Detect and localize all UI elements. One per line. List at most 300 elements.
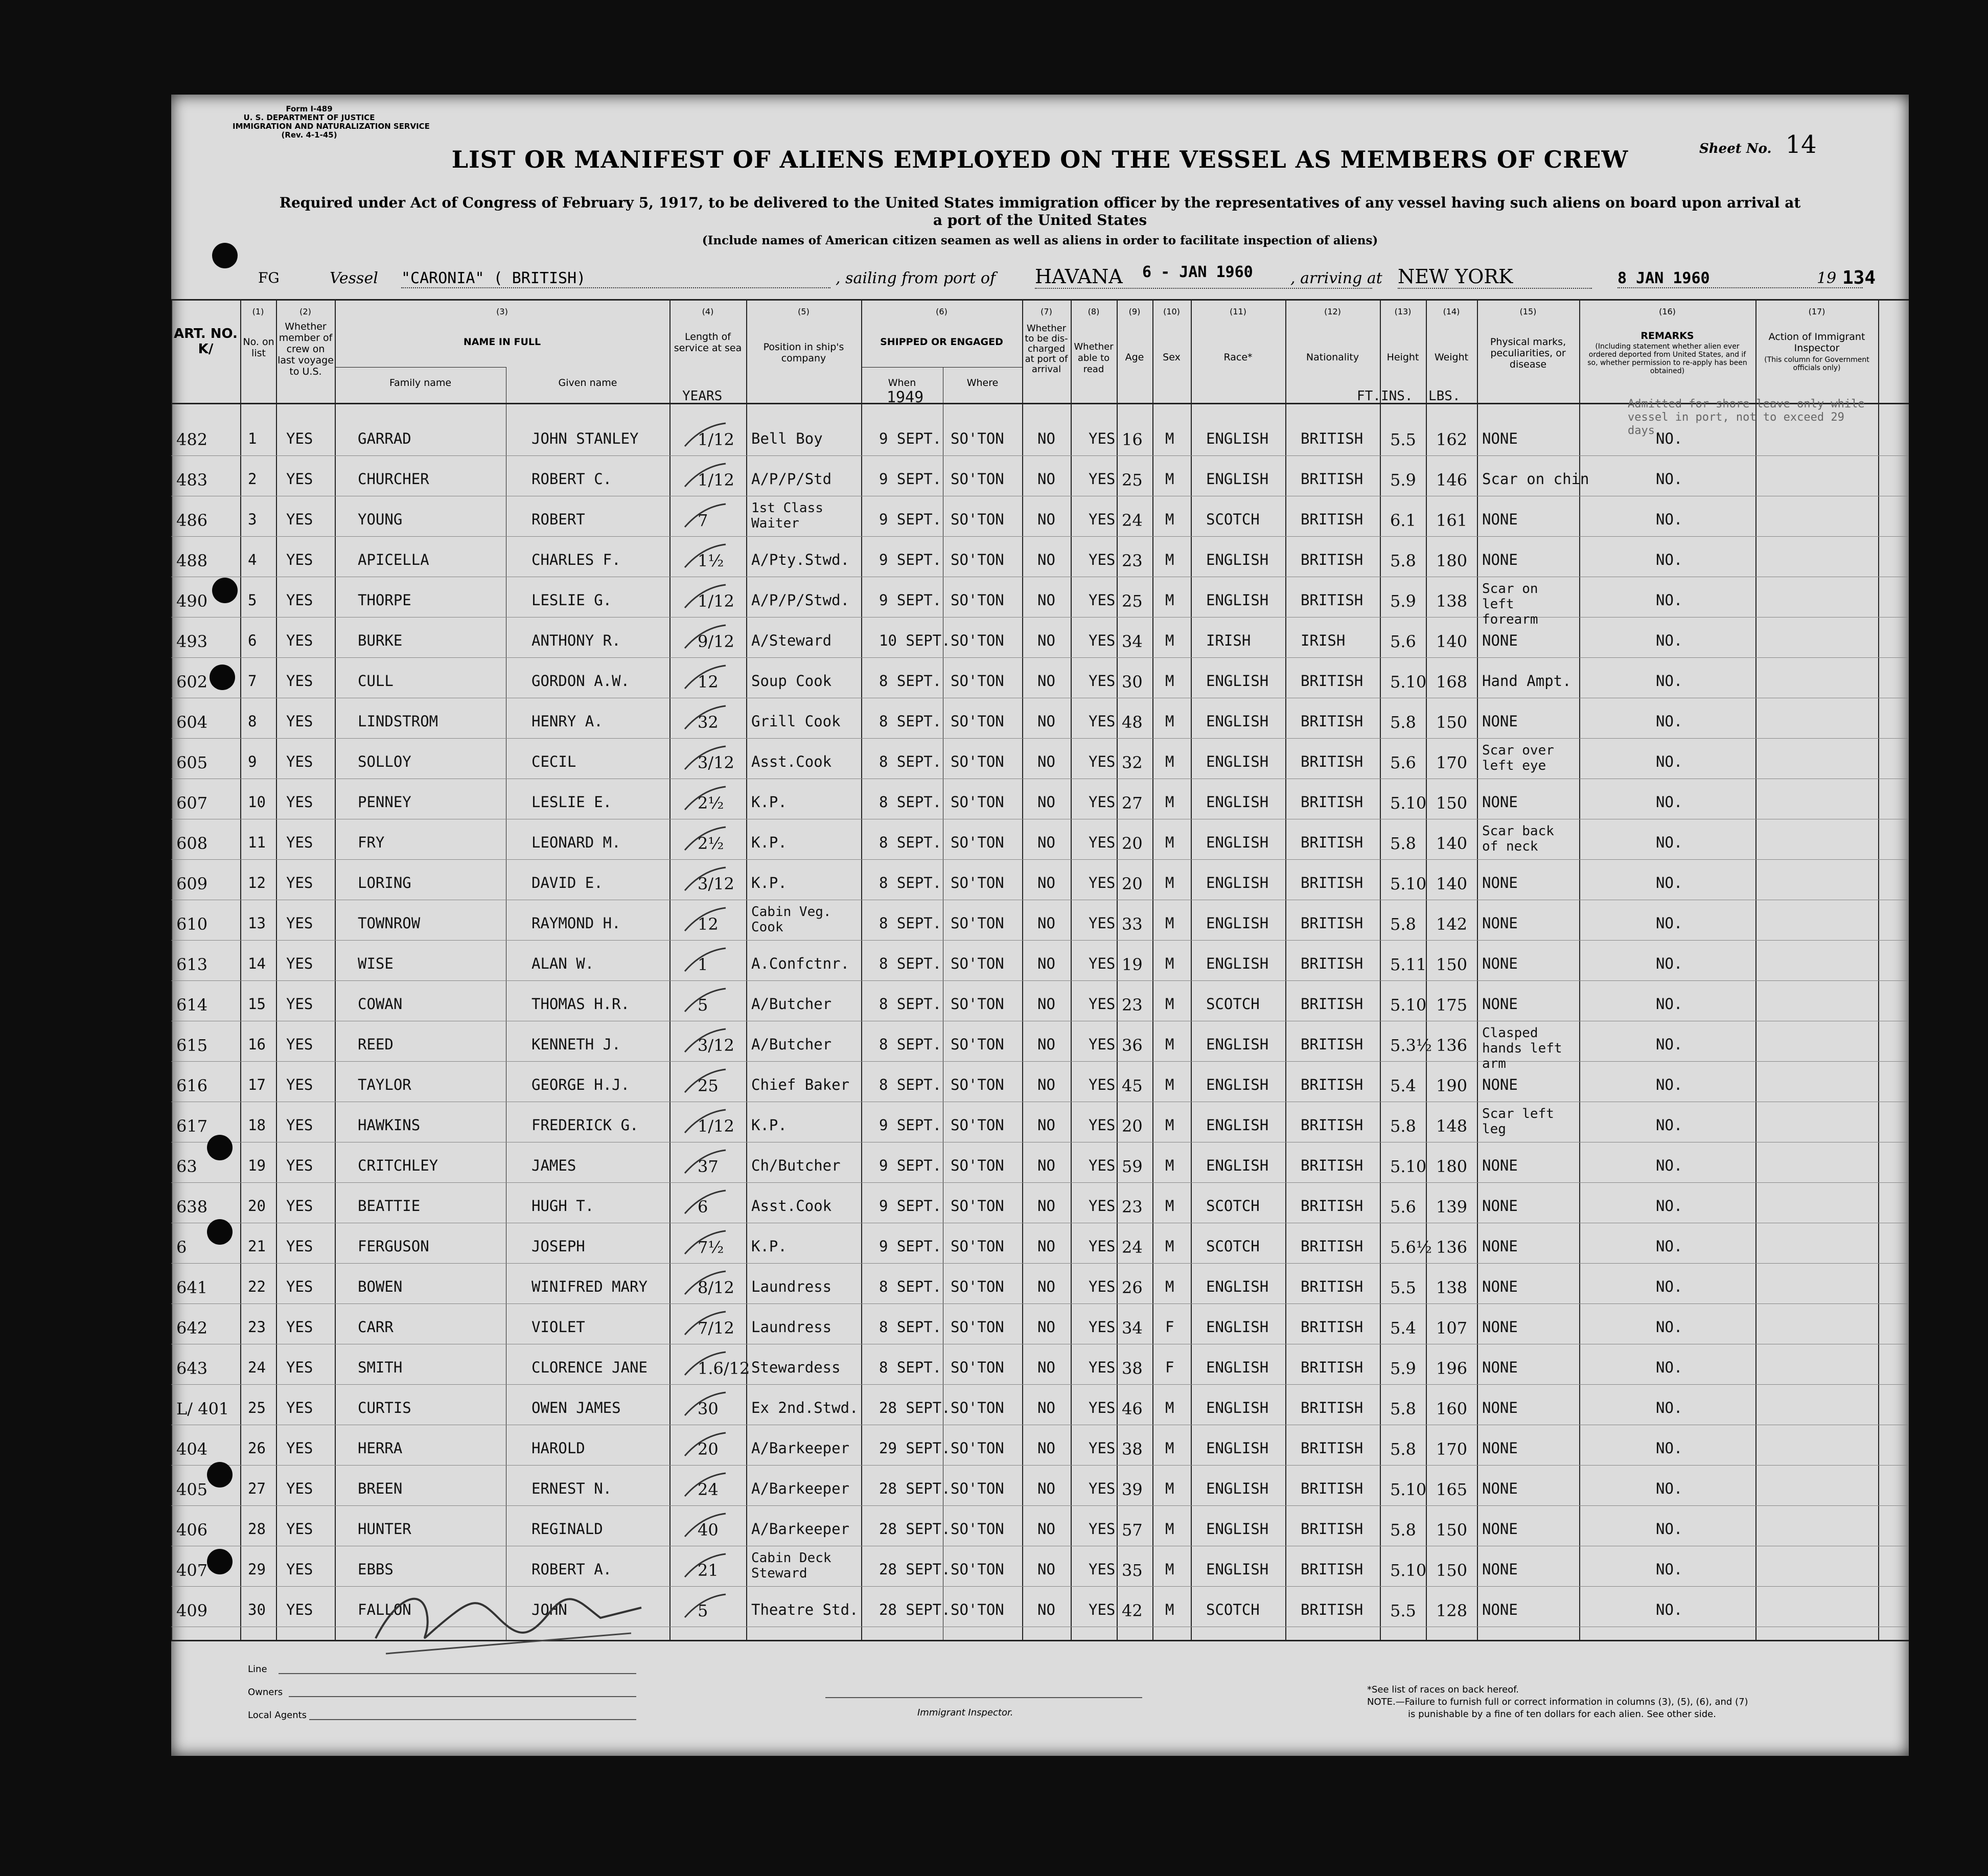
cell-family-name: BOWEN xyxy=(358,1278,403,1295)
cell-previous-voyage: YES xyxy=(286,713,313,730)
cell-art-number: 404 xyxy=(176,1439,208,1459)
row-divider xyxy=(171,1263,1909,1264)
cell-remarks: NO. xyxy=(1656,1359,1683,1376)
cell-physical-marks: NONE xyxy=(1482,1157,1518,1174)
cell-physical-marks: NONE xyxy=(1482,1076,1518,1093)
col-race: Race* xyxy=(1223,352,1253,363)
cell-art-number: 407 xyxy=(176,1561,208,1580)
cell-list-number: 1 xyxy=(248,430,257,447)
row-divider xyxy=(171,455,1909,456)
cell-discharged: NO xyxy=(1037,793,1055,811)
cell-remarks: NO. xyxy=(1656,1157,1683,1174)
cell-physical-marks: NONE xyxy=(1482,1197,1518,1215)
check-tick-mark xyxy=(682,905,728,936)
cell-discharged: NO xyxy=(1037,1116,1055,1134)
form-number: Form I-489 xyxy=(286,104,333,113)
cell-physical-marks: NONE xyxy=(1482,713,1518,730)
cell-age: 36 xyxy=(1122,1036,1143,1055)
row-divider xyxy=(171,536,1909,537)
cell-height: 5.10 xyxy=(1390,1561,1427,1580)
check-tick-mark xyxy=(682,865,728,896)
cell-art-number: 409 xyxy=(176,1601,208,1620)
cell-sex: F xyxy=(1165,1359,1174,1376)
years-unit: YEARS xyxy=(682,388,723,404)
cell-nationality: BRITISH xyxy=(1301,1561,1363,1578)
cell-height: 5.4 xyxy=(1390,1318,1416,1338)
cell-physical-marks: NONE xyxy=(1482,1601,1518,1618)
cell-able-to-read: YES xyxy=(1089,793,1116,811)
cell-family-name: CRITCHLEY xyxy=(358,1157,438,1174)
cell-shipped-where: SO'TON xyxy=(951,1520,1004,1538)
check-tick-mark xyxy=(682,1592,728,1622)
cell-shipped-when: 8 SEPT. xyxy=(879,955,942,972)
cell-previous-voyage: YES xyxy=(286,1399,313,1416)
cell-sex: M xyxy=(1165,1238,1174,1255)
cell-art-number: 608 xyxy=(176,834,208,853)
cell-shipped-where: SO'TON xyxy=(951,1601,1004,1618)
cell-nationality: BRITISH xyxy=(1301,1359,1363,1376)
cell-weight: 180 xyxy=(1436,1157,1468,1176)
cell-physical-marks: NONE xyxy=(1482,1238,1518,1255)
cell-discharged: NO xyxy=(1037,470,1055,488)
cell-art-number: 614 xyxy=(176,995,208,1015)
cell-sex: M xyxy=(1165,470,1174,488)
cell-physical-marks: NONE xyxy=(1482,1439,1518,1457)
cell-remarks: NO. xyxy=(1656,1197,1683,1215)
cell-position: Asst.Cook xyxy=(751,1197,832,1215)
cell-family-name: WISE xyxy=(358,955,394,972)
check-tick-mark xyxy=(682,744,728,774)
punch-hole xyxy=(210,665,235,690)
cell-weight: 150 xyxy=(1436,793,1468,813)
cell-shipped-when: 9 SEPT. xyxy=(879,1238,942,1255)
cell-physical-marks: Hand Ampt. xyxy=(1482,672,1571,690)
cell-discharged: NO xyxy=(1037,1318,1055,1336)
cell-sex: M xyxy=(1165,1036,1174,1053)
cell-age: 32 xyxy=(1122,753,1143,772)
cell-race: ENGLISH xyxy=(1206,914,1269,932)
cell-shipped-where: SO'TON xyxy=(951,1116,1004,1134)
cell-family-name: BREEN xyxy=(358,1480,403,1497)
cell-given-name: JOSEPH xyxy=(531,1238,585,1255)
department-name: U. S. DEPARTMENT OF JUSTICE xyxy=(243,113,375,122)
cell-height: 5.6½ xyxy=(1390,1238,1432,1257)
cell-service-length: 5 xyxy=(698,995,708,1015)
cell-list-number: 12 xyxy=(248,874,266,891)
sheet-number-value: 14 xyxy=(1785,130,1817,159)
cell-nationality: BRITISH xyxy=(1301,591,1363,609)
cell-service-length: 3/12 xyxy=(698,1036,734,1055)
cell-able-to-read: YES xyxy=(1089,632,1116,649)
cell-nationality: BRITISH xyxy=(1301,1480,1363,1497)
check-tick-mark xyxy=(682,1349,728,1380)
cell-nationality: BRITISH xyxy=(1301,1278,1363,1295)
cell-shipped-where: SO'TON xyxy=(951,1480,1004,1497)
cell-position: A/Barkeeper xyxy=(751,1439,850,1457)
cell-sex: M xyxy=(1165,632,1174,649)
cell-list-number: 16 xyxy=(248,1036,266,1053)
cell-weight: 162 xyxy=(1436,430,1468,449)
punch-hole xyxy=(212,243,238,268)
cell-given-name: LESLIE G. xyxy=(531,591,612,609)
cell-family-name: LORING xyxy=(358,874,411,891)
cell-race: SCOTCH xyxy=(1206,1197,1260,1215)
cell-shipped-where: SO'TON xyxy=(951,1278,1004,1295)
cell-position: Asst.Cook xyxy=(751,753,832,770)
cell-given-name: ROBERT xyxy=(531,511,585,528)
col-family-name: Family name xyxy=(389,377,452,388)
cell-discharged: NO xyxy=(1037,1480,1055,1497)
cell-nationality: BRITISH xyxy=(1301,672,1363,690)
cell-shipped-when: 8 SEPT. xyxy=(879,1076,942,1093)
cell-given-name: REGINALD xyxy=(531,1520,603,1538)
cell-position: A/Steward xyxy=(751,632,832,649)
cell-discharged: NO xyxy=(1037,874,1055,891)
cell-able-to-read: YES xyxy=(1089,874,1116,891)
col-position: Position in ship's company xyxy=(763,341,844,364)
cell-age: 20 xyxy=(1122,874,1143,894)
cell-height: 5.9 xyxy=(1390,1359,1416,1378)
cell-service-length: 2½ xyxy=(698,793,724,813)
row-divider xyxy=(171,657,1909,658)
cell-given-name: GORDON A.W. xyxy=(531,672,630,690)
col-num-2: (2) xyxy=(299,307,311,316)
cell-discharged: NO xyxy=(1037,1197,1055,1215)
manifest-sheet xyxy=(171,95,1909,1756)
cell-list-number: 15 xyxy=(248,995,266,1013)
cell-age: 34 xyxy=(1122,1318,1143,1338)
cell-nationality: BRITISH xyxy=(1301,470,1363,488)
col-no-on-list: No. on list xyxy=(243,336,274,359)
cell-nationality: BRITISH xyxy=(1301,753,1363,770)
col-previous-voyage: Whether member of crew on last voyage to U.S. xyxy=(278,321,334,377)
check-tick-mark xyxy=(682,1309,728,1340)
cell-age: 23 xyxy=(1122,995,1143,1015)
cell-remarks: NO. xyxy=(1656,1036,1683,1053)
cell-sex: M xyxy=(1165,914,1174,932)
cell-physical-marks: NONE xyxy=(1482,995,1518,1013)
cell-sex: M xyxy=(1165,1601,1174,1618)
cell-service-length: 7 xyxy=(698,511,708,530)
cell-art-number: 482 xyxy=(176,430,208,449)
cell-nationality: IRISH xyxy=(1301,632,1346,649)
cell-discharged: NO xyxy=(1037,713,1055,730)
check-tick-mark xyxy=(682,1430,728,1461)
cell-nationality: BRITISH xyxy=(1301,430,1363,447)
col-given-name: Given name xyxy=(558,377,617,388)
cell-given-name: LEONARD M. xyxy=(531,834,621,851)
cell-age: 24 xyxy=(1122,1238,1143,1257)
cell-physical-marks: Scar over left eye xyxy=(1482,743,1554,773)
cell-remarks: NO. xyxy=(1656,1318,1683,1336)
cell-remarks: NO. xyxy=(1656,1520,1683,1538)
cell-weight: 168 xyxy=(1436,672,1468,692)
cell-physical-marks: NONE xyxy=(1482,874,1518,891)
check-tick-mark xyxy=(682,1390,728,1421)
cell-able-to-read: YES xyxy=(1089,1238,1116,1255)
cell-art-number: 63 xyxy=(176,1157,197,1176)
check-tick-mark xyxy=(682,582,728,613)
cell-given-name: ANTHONY R. xyxy=(531,632,621,649)
col-num-5: (5) xyxy=(798,307,810,316)
cell-previous-voyage: YES xyxy=(286,672,313,690)
cell-shipped-where: SO'TON xyxy=(951,1076,1004,1093)
cell-sex: M xyxy=(1165,511,1174,528)
cell-list-number: 30 xyxy=(248,1601,266,1618)
cell-weight: 165 xyxy=(1436,1480,1468,1499)
cell-service-length: 1/12 xyxy=(698,591,734,611)
row-divider xyxy=(171,1465,1909,1466)
vessel-info-line xyxy=(171,263,1909,294)
cell-service-length: 24 xyxy=(698,1480,719,1499)
cell-remarks: NO. xyxy=(1656,713,1683,730)
cell-age: 38 xyxy=(1122,1359,1143,1378)
cell-family-name: COWAN xyxy=(358,995,403,1013)
cell-list-number: 29 xyxy=(248,1561,266,1578)
cell-previous-voyage: YES xyxy=(286,793,313,811)
cell-remarks: NO. xyxy=(1656,874,1683,891)
cell-art-number: 642 xyxy=(176,1318,208,1338)
cell-discharged: NO xyxy=(1037,1601,1055,1618)
cell-able-to-read: YES xyxy=(1089,551,1116,568)
cell-nationality: BRITISH xyxy=(1301,1197,1363,1215)
cell-remarks: NO. xyxy=(1656,1439,1683,1457)
cell-race: ENGLISH xyxy=(1206,1480,1269,1497)
col-length-of-service: Length of service at sea xyxy=(674,331,742,354)
cell-discharged: NO xyxy=(1037,551,1055,568)
cell-previous-voyage: YES xyxy=(286,1238,313,1255)
cell-shipped-when: 8 SEPT. xyxy=(879,672,942,690)
cell-age: 16 xyxy=(1122,430,1143,449)
cell-able-to-read: YES xyxy=(1089,1480,1116,1497)
cell-height: 5.8 xyxy=(1390,1116,1416,1136)
cell-art-number: L/ 401 xyxy=(176,1399,229,1419)
check-tick-mark xyxy=(682,1511,728,1542)
col-num-6: (6) xyxy=(936,307,947,316)
cell-given-name: CECIL xyxy=(531,753,576,770)
cell-sex: M xyxy=(1165,1116,1174,1134)
page-subtitle: Required under Act of Congress of February 5, 1917, to be delivered to the United States immigration officer by the representatives of any vessel having such aliens on board upon arrival at a port of the United States xyxy=(279,194,1801,228)
row-divider xyxy=(171,859,1909,860)
cell-given-name: JAMES xyxy=(531,1157,576,1174)
cell-able-to-read: YES xyxy=(1089,1520,1116,1538)
cell-sex: M xyxy=(1165,1197,1174,1215)
cell-art-number: 613 xyxy=(176,955,208,974)
cell-able-to-read: YES xyxy=(1089,1036,1116,1053)
races-note: *See list of races on back hereof. xyxy=(1367,1684,1519,1695)
cell-shipped-where: SO'TON xyxy=(951,1439,1004,1457)
cell-service-length: 37 xyxy=(698,1157,719,1176)
cell-shipped-when: 28 SEPT. xyxy=(879,1561,951,1578)
cell-family-name: CHURCHER xyxy=(358,470,429,488)
cell-race: ENGLISH xyxy=(1206,1278,1269,1295)
col-discharged: Whether to be dis-charged at port of arrival xyxy=(1025,323,1068,375)
cell-shipped-where: SO'TON xyxy=(951,1318,1004,1336)
cell-remarks: NO. xyxy=(1656,1278,1683,1295)
col-where: Where xyxy=(966,377,999,388)
cell-age: 42 xyxy=(1122,1601,1143,1620)
cell-service-length: 25 xyxy=(698,1076,719,1095)
cell-discharged: NO xyxy=(1037,1399,1055,1416)
cell-height: 5.11 xyxy=(1390,955,1427,974)
col-num-8: (8) xyxy=(1088,307,1100,316)
cell-family-name: CURTIS xyxy=(358,1399,411,1416)
cell-nationality: BRITISH xyxy=(1301,1036,1363,1053)
fine-note-1: NOTE.—Failure to furnish full or correct information in columns (3), (5), (6), and (7) xyxy=(1367,1697,1748,1707)
cell-position: Laundress xyxy=(751,1278,832,1295)
cell-race: ENGLISH xyxy=(1206,1520,1269,1538)
cell-position: Chief Baker xyxy=(751,1076,850,1093)
crew-table xyxy=(171,299,1909,1641)
cell-list-number: 6 xyxy=(248,632,257,649)
cell-family-name: FERGUSON xyxy=(358,1238,429,1255)
cell-position: A/P/P/Stwd. xyxy=(751,591,850,609)
cell-race: IRISH xyxy=(1206,632,1251,649)
cell-list-number: 21 xyxy=(248,1238,266,1255)
inspector-signature-label: Immigrant Inspector. xyxy=(917,1707,1013,1718)
cell-shipped-when: 8 SEPT. xyxy=(879,874,942,891)
cell-able-to-read: YES xyxy=(1089,1601,1116,1618)
cell-list-number: 20 xyxy=(248,1197,266,1215)
cell-height: 5.5 xyxy=(1390,1601,1416,1620)
cell-art-number: 641 xyxy=(176,1278,208,1297)
shore-leave-stamp: Admitted for shore leave only while vessel in port, not to exceed 29 days. xyxy=(1628,398,1865,437)
cell-shipped-where: SO'TON xyxy=(951,793,1004,811)
cell-nationality: BRITISH xyxy=(1301,793,1363,811)
cell-position: K.P. xyxy=(751,834,787,851)
cell-family-name: CARR xyxy=(358,1318,394,1336)
cell-weight: 160 xyxy=(1436,1399,1468,1419)
cell-physical-marks: Scar back of neck xyxy=(1482,823,1554,854)
revision: (Rev. 4-1-45) xyxy=(281,130,337,140)
cell-sex: M xyxy=(1165,591,1174,609)
check-tick-mark xyxy=(682,542,728,573)
sailing-label: , sailing from port of xyxy=(836,269,996,287)
cell-age: 45 xyxy=(1122,1076,1143,1095)
cell-previous-voyage: YES xyxy=(286,632,313,649)
cell-given-name: JOHN xyxy=(531,1601,567,1618)
cell-previous-voyage: YES xyxy=(286,1480,313,1497)
cell-weight: 140 xyxy=(1436,834,1468,853)
cell-given-name: WINIFRED MARY xyxy=(531,1278,648,1295)
cell-previous-voyage: YES xyxy=(286,1601,313,1618)
cell-shipped-where: SO'TON xyxy=(951,551,1004,568)
cell-shipped-where: SO'TON xyxy=(951,1359,1004,1376)
form-identifier xyxy=(233,104,430,140)
cell-remarks: NO. xyxy=(1656,591,1683,609)
cell-shipped-when: 8 SEPT. xyxy=(879,713,942,730)
cell-previous-voyage: YES xyxy=(286,995,313,1013)
cell-discharged: NO xyxy=(1037,1561,1055,1578)
cell-nationality: BRITISH xyxy=(1301,1157,1363,1174)
cell-physical-marks: NONE xyxy=(1482,793,1518,811)
vessel-name: "CARONIA" ( BRITISH) xyxy=(401,269,830,288)
weight-unit: LBS. xyxy=(1428,388,1461,404)
cell-nationality: BRITISH xyxy=(1301,1399,1363,1416)
cell-weight: 138 xyxy=(1436,591,1468,611)
cell-list-number: 2 xyxy=(248,470,257,488)
cell-shipped-when: 9 SEPT. xyxy=(879,1116,942,1134)
cell-remarks: NO. xyxy=(1656,511,1683,528)
cell-remarks: NO. xyxy=(1656,995,1683,1013)
cell-art-number: 604 xyxy=(176,713,208,732)
cell-physical-marks: NONE xyxy=(1482,1359,1518,1376)
cell-able-to-read: YES xyxy=(1089,511,1116,528)
cell-sex: M xyxy=(1165,430,1174,447)
cell-list-number: 5 xyxy=(248,591,257,609)
cell-given-name: RAYMOND H. xyxy=(531,914,621,932)
cell-art-number: 6 xyxy=(176,1238,187,1257)
cell-weight: 150 xyxy=(1436,1561,1468,1580)
cell-list-number: 4 xyxy=(248,551,257,568)
cell-family-name: BEATTIE xyxy=(358,1197,421,1215)
check-tick-mark xyxy=(682,1148,728,1178)
cell-service-length: 3/12 xyxy=(698,753,734,772)
cell-family-name: HUNTER xyxy=(358,1520,411,1538)
cell-art-number: 605 xyxy=(176,753,208,772)
cell-remarks: NO. xyxy=(1656,672,1683,690)
cell-family-name: BURKE xyxy=(358,632,403,649)
cell-service-length: 40 xyxy=(698,1520,719,1540)
cell-given-name: CLORENCE JANE xyxy=(531,1359,648,1376)
cell-shipped-where: SO'TON xyxy=(951,632,1004,649)
cell-family-name: FRY xyxy=(358,834,385,851)
cell-sex: M xyxy=(1165,874,1174,891)
cell-age: 27 xyxy=(1122,793,1143,813)
cell-given-name: ERNEST N. xyxy=(531,1480,612,1497)
cell-shipped-where: SO'TON xyxy=(951,914,1004,932)
cell-position: A/Barkeeper xyxy=(751,1520,850,1538)
cell-sex: M xyxy=(1165,551,1174,568)
cell-height: 5.6 xyxy=(1390,753,1416,772)
cell-sex: M xyxy=(1165,713,1174,730)
height-unit: FT.INS. xyxy=(1357,388,1413,404)
cell-service-length: 5 xyxy=(698,1601,708,1620)
cell-height: 5.10 xyxy=(1390,672,1427,692)
row-divider xyxy=(171,940,1909,941)
cell-given-name: FREDERICK G. xyxy=(531,1116,639,1134)
col-num-10: (10) xyxy=(1163,307,1180,316)
punch-hole xyxy=(207,1135,233,1160)
cell-shipped-where: SO'TON xyxy=(951,1238,1004,1255)
cell-race: ENGLISH xyxy=(1206,753,1269,770)
cell-shipped-where: SO'TON xyxy=(951,753,1004,770)
cell-service-length: 1½ xyxy=(698,551,724,570)
cell-art-number: 609 xyxy=(176,874,208,894)
cell-remarks: NO. xyxy=(1656,470,1683,488)
cell-height: 5.9 xyxy=(1390,591,1416,611)
cell-position: A/Barkeeper xyxy=(751,1480,850,1497)
cell-family-name: GARRAD xyxy=(358,430,411,447)
cell-race: ENGLISH xyxy=(1206,1318,1269,1336)
cell-height: 5.9 xyxy=(1390,470,1416,490)
cell-age: 23 xyxy=(1122,1197,1143,1217)
cell-able-to-read: YES xyxy=(1089,1278,1116,1295)
cell-able-to-read: YES xyxy=(1089,914,1116,932)
cell-weight: 128 xyxy=(1436,1601,1468,1620)
cell-service-length: 9/12 xyxy=(698,632,734,651)
cell-weight: 170 xyxy=(1436,753,1468,772)
cell-physical-marks: NONE xyxy=(1482,1480,1518,1497)
cell-nationality: BRITISH xyxy=(1301,955,1363,972)
cell-family-name: THORPE xyxy=(358,591,411,609)
cell-height: 6.1 xyxy=(1390,511,1416,530)
cell-shipped-when: 9 SEPT. xyxy=(879,1197,942,1215)
check-tick-mark xyxy=(682,623,728,653)
cell-shipped-when: 9 SEPT. xyxy=(879,511,942,528)
cell-position: K.P. xyxy=(751,1238,787,1255)
cell-previous-voyage: YES xyxy=(286,470,313,488)
